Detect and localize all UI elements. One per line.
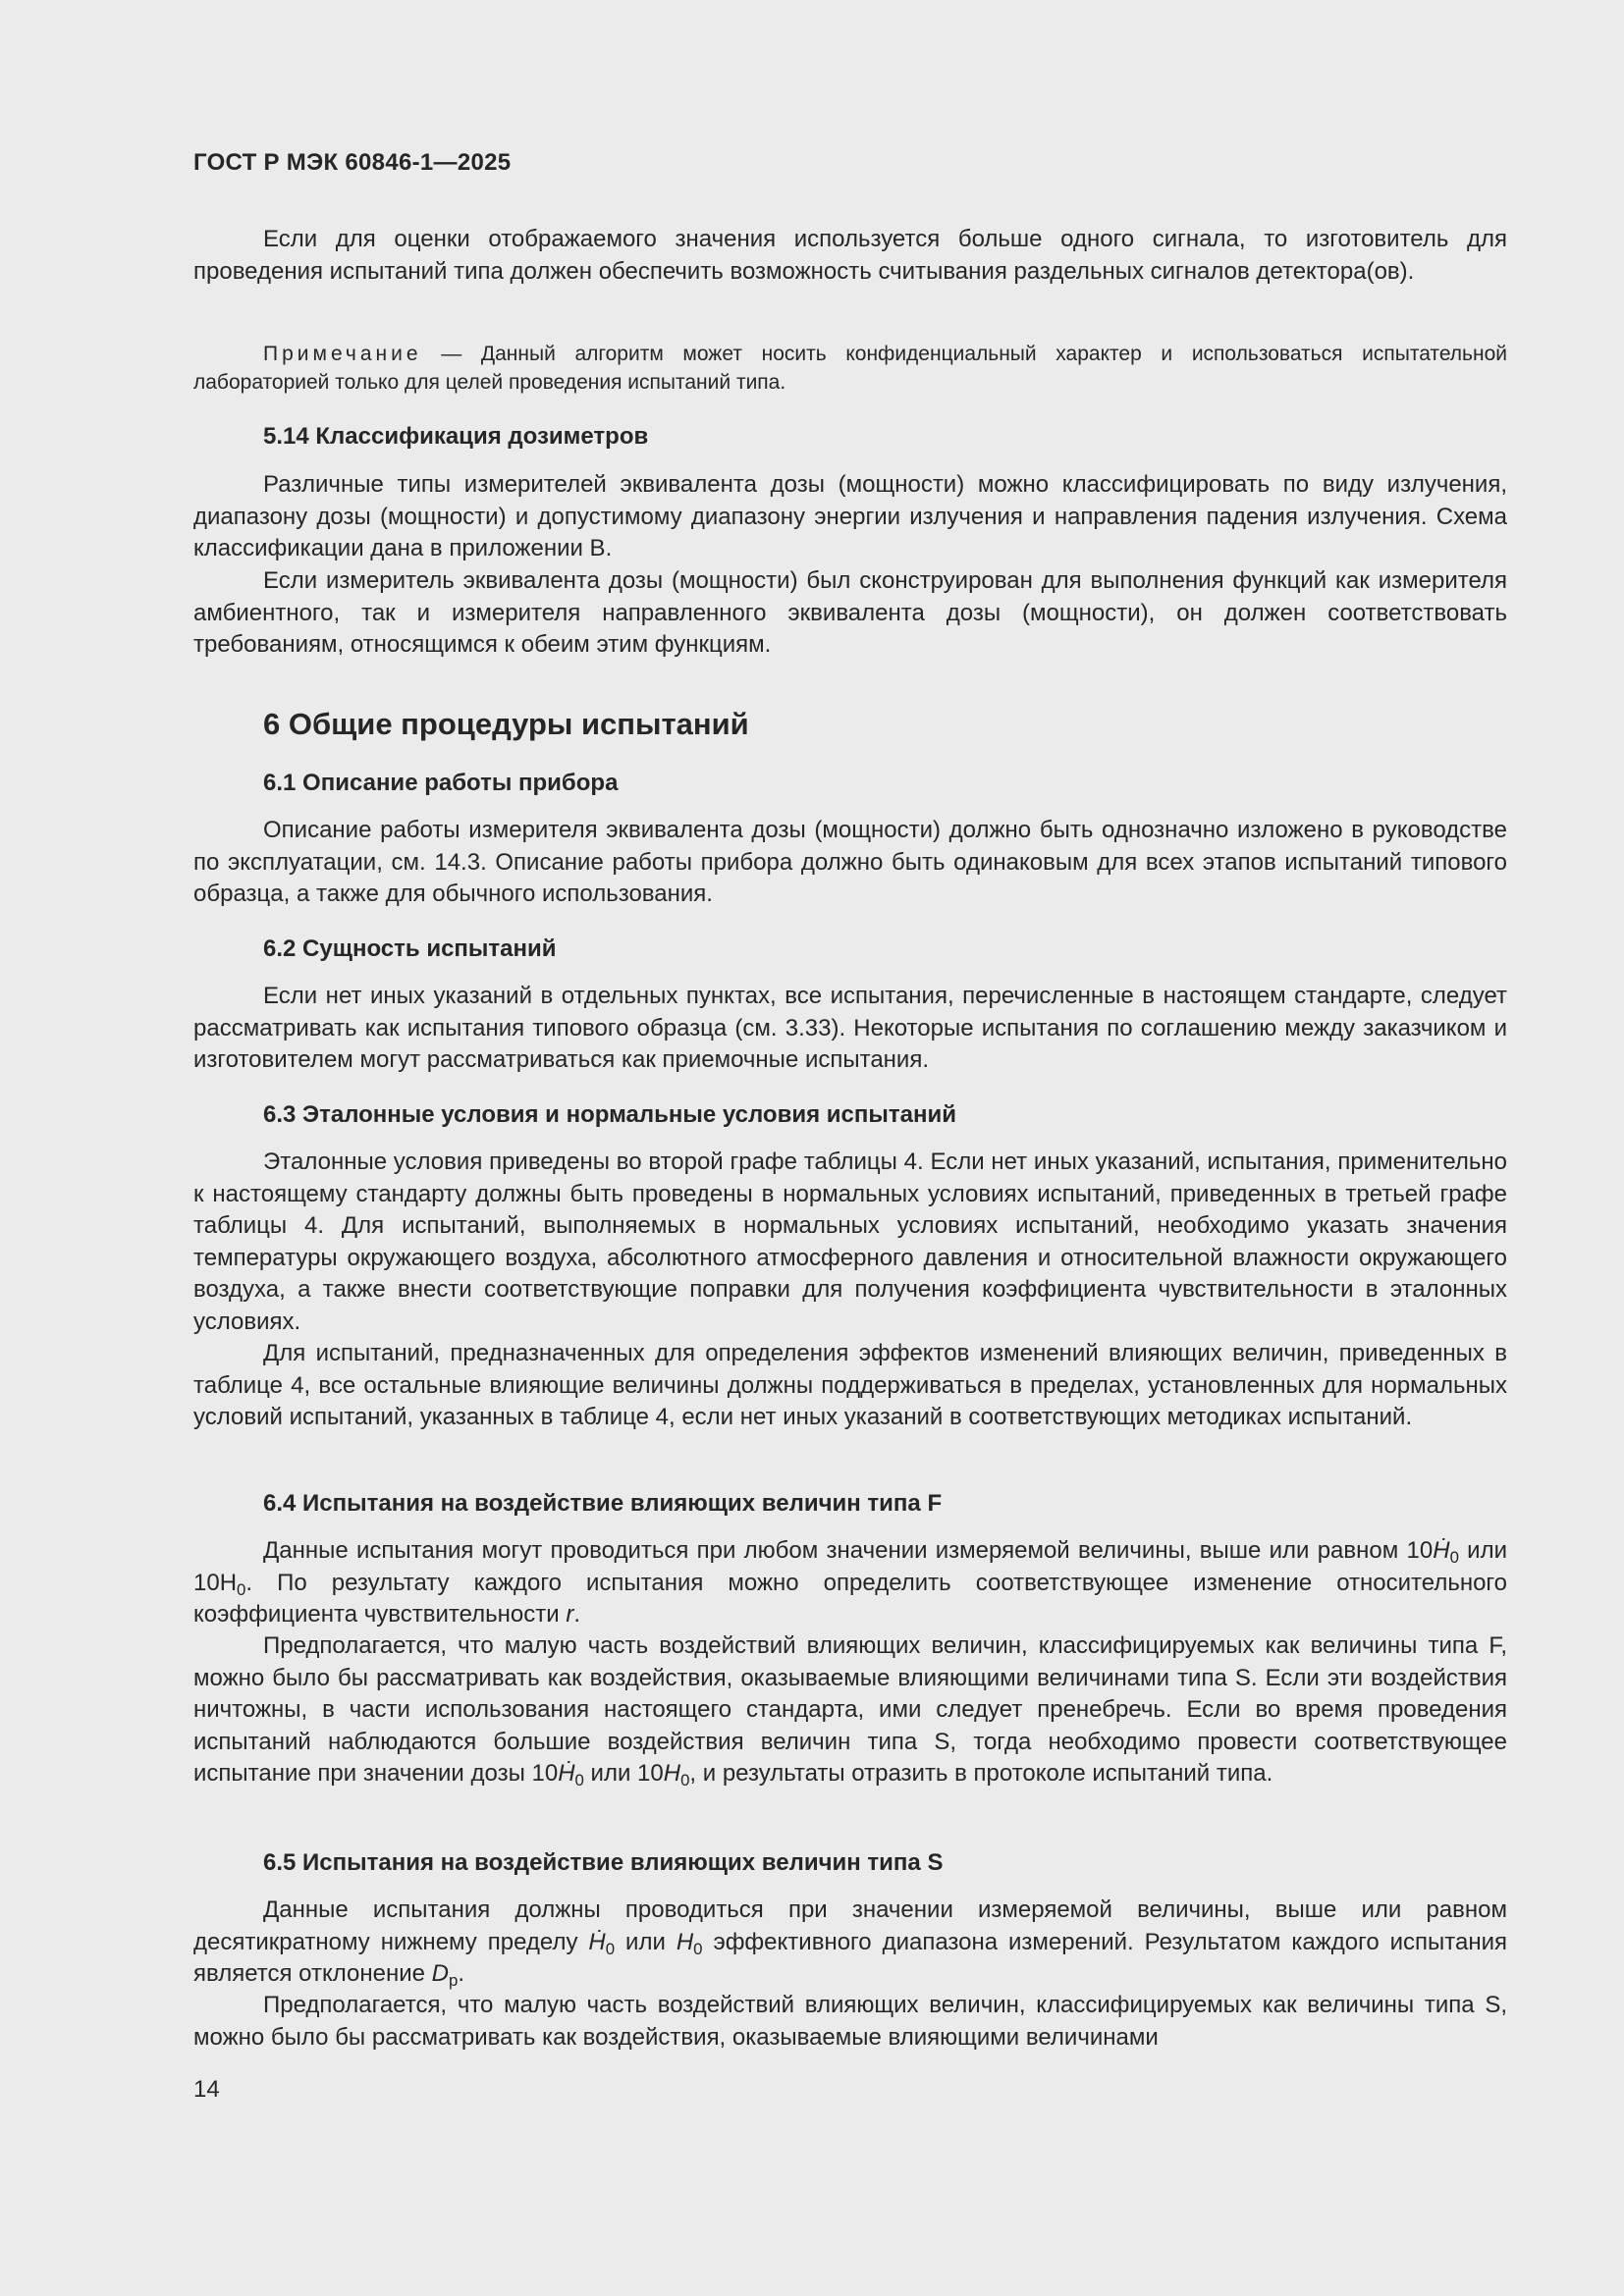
section-6-5-paragraph-2 xyxy=(193,1990,1507,2054)
d-symbol: D xyxy=(431,1960,449,1987)
section-6-4-paragraph-2 xyxy=(193,1630,1507,1790)
subscript: 0 xyxy=(680,1771,690,1789)
section-5-14-paragraph-2 xyxy=(193,565,1507,662)
s64-p1-c: . По результату каждого испытания можно определить соответствующее изменение относительного коэффициента чувствительности xyxy=(193,1569,1507,1628)
section-5-14-title: 5.14 Классификация дозиметров xyxy=(263,423,649,450)
section-6-5-title: 6.5 Испытания на воздействие влияющих величин типа S xyxy=(263,1849,944,1876)
document-header: ГОСТ Р МЭК 60846-1—2025 xyxy=(193,149,512,176)
section-6-3-paragraph-2 xyxy=(193,1338,1507,1434)
note-label: Примечание xyxy=(263,343,422,365)
page-number: 14 xyxy=(193,2076,220,2103)
section-6-2-paragraph xyxy=(193,981,1507,1077)
s64-p2-a: Предполагается, что малую часть воздействий влияющих величин, классифицируемых как величины типа F, можно было бы рассматривать как воздействия, оказываемые влияющими величинами типа S. Если эти воздействия ничтожны, в части использования настоящего стандарта, ими следует пренебречь. Если во время проведения испытаний наблюдаются большие воздействия величин типа S, тогда необходимо провести соответствующее испытание при значении дозы 10 xyxy=(193,1632,1507,1787)
subscript: 0 xyxy=(693,1939,703,1958)
s64-p2-b: или 10 xyxy=(583,1760,664,1787)
s64-p1-a: Данные испытания могут проводиться при любом значении измеряемой величины, выше или равном 10 xyxy=(263,1537,1434,1564)
section-6-2-text: Если нет иных указаний в отдельных пунктах, все испытания, перечисленные в настоящем стандарте, следует рассматривать как испытания типового образца (см. 3.33). Некоторые испытания по соглашению между заказчиком и изготовителем могут рассматриваться как приемочные испытания. xyxy=(193,983,1507,1073)
section-6-3-title: 6.3 Эталонные условия и нормальные условия испытаний xyxy=(263,1101,956,1128)
h-dot-symbol: Ḣ xyxy=(558,1760,575,1787)
section-6-title: 6 Общие процедуры испытаний xyxy=(263,707,749,741)
section-6-2-title: 6.2 Сущность испытаний xyxy=(263,935,557,962)
subscript: 0 xyxy=(1449,1548,1459,1567)
s65-p1-a: Данные испытания должны проводиться при значении измеряемой величины, выше или равном десятикратному нижнему пределу xyxy=(193,1896,1507,1955)
section-6-3-text-1: Эталонные условия приведены во второй графе таблицы 4. Если нет иных указаний, испытания, применительно к настоящему стандарту должны быть проведены в нормальных условиях испытаний, приведенных в третьей графе таблицы 4. Для испытаний, выполняемых в нормальных условиях испытаний, необходимо указать значения температуры окружающего воздуха, абсолютного атмосферного давления и относительной влажности окружающего воздуха, а также внести соответствующие поправки для получения коэффициента чувствительности в эталонных условиях. xyxy=(193,1148,1507,1335)
subscript: 0 xyxy=(574,1771,584,1789)
h-dot-symbol: Ḣ xyxy=(588,1928,606,1955)
h-symbol: H xyxy=(676,1928,694,1955)
section-5-14-text-1: Различные типы измерителей эквивалента дозы (мощности) можно классифицировать по виду излучения, диапазону дозы (мощности) и допустимому диапазону энергии излучения и направления падения излучения. Схема классификации дана в приложении В. xyxy=(193,471,1507,561)
s65-p1-e: . xyxy=(458,1960,464,1987)
s64-p2-c: , и результаты отразить в протоколе испытаний типа. xyxy=(689,1760,1273,1787)
section-6-1-paragraph xyxy=(193,815,1507,911)
section-5-14-paragraph-1 xyxy=(193,469,1507,565)
section-6-3-paragraph-1 xyxy=(193,1147,1507,1338)
h-dot-symbol: Ḣ xyxy=(1433,1537,1450,1564)
section-6-1-text: Описание работы измерителя эквивалента дозы (мощности) должно быть однозначно изложено в руководстве по эксплуатации, см. 14.3. Описание работы прибора должно быть одинаковым для всех этапов испытаний типового образца, а также для обычного использования. xyxy=(193,817,1507,907)
section-5-14-text-2: Если измеритель эквивалента дозы (мощности) был сконструирован для выполнения функций как измерителя амбиентного, так и измерителя направленного эквивалента дозы (мощности), он должен соответствовать требованиям, относящимся к обеим этим функциям. xyxy=(193,567,1507,658)
intro-text: Если для оценки отображаемого значения используется больше одного сигнала, то изготовитель для проведения испытаний типа должен обеспечить возможность считывания раздельных сигналов детектора(ов). xyxy=(193,226,1507,285)
h-symbol: H xyxy=(663,1760,681,1787)
s65-p1-c: эффективного диапазона измерений. Результатом каждого испытания является отклонение xyxy=(193,1928,1507,1987)
s64-p1-d: . xyxy=(573,1601,581,1628)
s65-p1-b: или xyxy=(615,1928,677,1955)
subscript: p xyxy=(448,1971,459,1990)
section-6-3-text-2: Для испытаний, предназначенных для определения эффектов изменений влияющих величин, приведенных в таблице 4, все остальные влияющие величины должны поддерживаться в пределах, установленных для нормальных условий испытаний, указанных в таблице 4, если нет иных указаний в соответствующих методиках испытаний. xyxy=(193,1340,1507,1430)
note-text: — Данный алгоритм может носить конфиденциальный характер и использоваться испытательной лабораторией только для целей проведения испытаний типа. xyxy=(193,343,1507,394)
intro-paragraph xyxy=(193,224,1507,288)
s64-p1-b: или 10H xyxy=(193,1537,1508,1596)
r-symbol: r xyxy=(566,1601,574,1628)
section-6-4-title: 6.4 Испытания на воздействие влияющих величин типа F xyxy=(263,1490,943,1517)
section-6-1-title: 6.1 Описание работы прибора xyxy=(263,770,619,796)
section-6-5-paragraph-1 xyxy=(193,1895,1507,1991)
subscript: 0 xyxy=(605,1939,616,1958)
note xyxy=(193,340,1507,397)
section-6-5-text-2: Предполагается, что малую часть воздействий влияющих величин, классифицируемых как величины типа S, можно было бы рассматривать как воздействия, оказываемые влияющими величинами xyxy=(193,1992,1507,2051)
section-6-4-paragraph-1 xyxy=(193,1535,1507,1631)
subscript: 0 xyxy=(237,1579,246,1599)
